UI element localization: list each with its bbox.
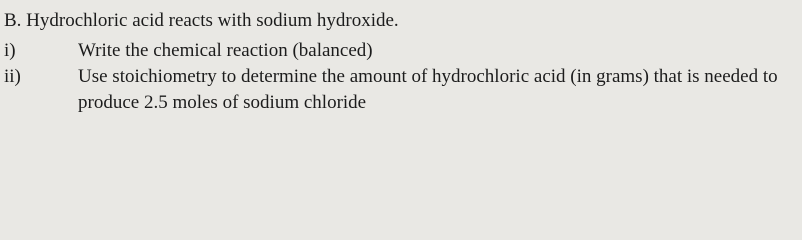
sub-question-marker: ii) [4,66,21,87]
sub-question-marker: i) [4,40,16,61]
sub-question-text: Write the chemical reaction (balanced) [78,40,373,61]
question-heading: B. Hydrochloric acid reacts with sodium hydroxide. [4,10,399,31]
sub-question-text-continued: produce 2.5 moles of sodium chloride [78,92,367,113]
sub-question-text: Use stoichiometry to determine the amount of hydrochloric acid (in grams) that is needed to [78,66,778,87]
